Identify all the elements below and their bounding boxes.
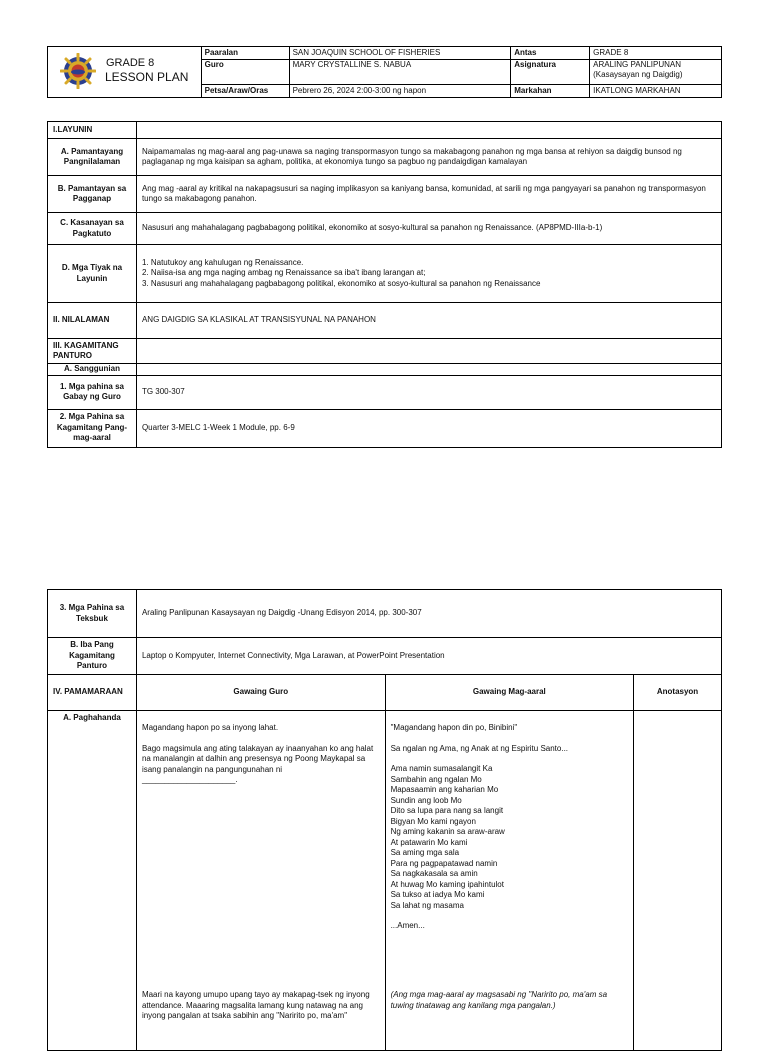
- ma-attendance-note: (Ang mga mag-aaral ay magsasabi ng "Naririto po, ma'am sa tuwing tinatawag ang kanilang mga pangalan.): [390, 990, 608, 1010]
- label-asignatura: Asignatura: [511, 60, 590, 85]
- label-markahan: Markahan: [511, 84, 590, 97]
- label-guro: Guro: [201, 60, 289, 85]
- ma-amen: ...Amen...: [390, 921, 425, 930]
- lesson-plan-title: LESSON PLAN: [105, 70, 189, 84]
- value-asignatura: [590, 60, 722, 85]
- text-gabay-ng-guro: TG 300-307: [136, 375, 721, 409]
- guro-attendance: Maari na kayong umupo upang tayo ay makapag-tsek ng inyong attendance. Maaaring magsalita lamang kung natawag na ang inyong pangalan at tsaka sabihin ang "Naririto po, ma'am": [141, 990, 370, 1020]
- label-pamantayan-pagganap: B. Pamantayan sa Pagganap: [48, 176, 137, 213]
- text-iba-pang-kagamitan: Laptop o Kompyuter, Internet Connectivity, Mga Larawan, at PowerPoint Presentation: [136, 638, 721, 675]
- label-paghahanda: A. Paghahanda: [48, 711, 137, 1051]
- col-anotasyon: Anotasyon: [634, 675, 722, 711]
- objectives-table: [47, 121, 722, 448]
- asignatura-line1: ARALING PANLIPUNAN: [593, 60, 682, 70]
- layunin-item: 1. Natutukoy ang kahulugan ng Renaissance.: [141, 257, 304, 267]
- ma-greeting: "Magandang hapon din po, Binibini": [390, 723, 518, 732]
- layunin-item: 3. Nasusuri ang mahahalagang pagbabagong politikal, ekonomiko at sosyo-kultural sa panahon ng Renaissance: [141, 278, 541, 288]
- layunin-empty: [136, 122, 721, 139]
- value-markahan: IKATLONG MARKAHAN: [590, 84, 722, 97]
- label-kasanayan: C. Kasanayan sa Pagkatuto: [48, 213, 137, 245]
- header-table: [47, 46, 722, 98]
- label-sanggunian: A. Sanggunian: [48, 364, 137, 376]
- col-gawaing-guro: Gawaing Guro: [136, 675, 385, 711]
- grade-heading: GRADE 8: [106, 57, 155, 69]
- label-gabay-ng-guro: 1. Mga pahina sa Gabay ng Guro: [48, 375, 137, 409]
- label-teksbuk: 3. Mga Pahina sa Teksbuk: [48, 590, 137, 638]
- value-antas: GRADE 8: [590, 47, 722, 60]
- procedure-table: [47, 589, 722, 1051]
- text-nilalaman: ANG DAIGDIG SA KLASIKAL AT TRANSISYUNAL NA PANAHON: [136, 303, 721, 339]
- kagamitan-empty: [136, 339, 721, 364]
- label-paaralan: Paaralan: [201, 47, 289, 60]
- logo-cell: [48, 47, 202, 98]
- value-paaralan: SAN JOAQUIN SCHOOL OF FISHERIES: [289, 47, 511, 60]
- school-seal-icon: [60, 53, 96, 89]
- label-tiyak-na-layunin: D. Mga Tiyak na Layunin: [48, 245, 137, 303]
- layunin-item: 2. Naiisa-isa ang mga naging ambag ng Renaissance sa iba't ibang larangan at;: [141, 268, 426, 278]
- guro-prayer-invite: Bago magsimula ang ating talakayan ay inaanyahan ko ang halat na manalangin at dalhin ang presensya ng Poong Maykapal sa isang panalangin na pangungunahan ni _____________________.: [141, 743, 374, 784]
- text-kasanayan: Nasusuri ang mahahalagang pagbabagong politikal, ekonomiko at sosyo-kultural sa panahon ng Renaissance. (AP8PMD-IIIa-b-1): [136, 213, 721, 245]
- label-nilalaman: II. NILALAMAN: [48, 303, 137, 339]
- anotasyon-cell: [634, 711, 722, 1051]
- ma-sign-of-cross: Sa ngalan ng Ama, ng Anak at ng Espiritu Santo...: [390, 743, 569, 753]
- text-pamantayang-pangnilalaman: Naipamamalas ng mag-aaral ang pag-unawa sa naging transpormasyon tungo sa makabagong panahon ng mga bansa at rehiyon sa daigdig bunsod ng paglaganap ng mga kaisipan sa agham, politika, at ekonomiya tungo sa pagbuo ng pandaigdigan kamalayan: [136, 139, 721, 176]
- guro-activities: [136, 711, 385, 1051]
- list-tiyak-na-layunin: [136, 245, 721, 303]
- text-kagamitang-mag-aaral: Quarter 3-MELC 1-Week 1 Module, pp. 6-9: [136, 409, 721, 447]
- value-petsa: Pebrero 26, 2024 2:00-3:00 ng hapon: [289, 84, 511, 97]
- label-petsa: Petsa/Araw/Oras: [201, 84, 289, 97]
- text-teksbuk: Araling Panlipunan Kasaysayan ng Daigdig -Unang Edisyon 2014, pp. 300-307: [136, 590, 721, 638]
- guro-greeting: Magandang hapon po sa inyong lahat.: [141, 723, 279, 732]
- col-gawaing-mag-aaral: Gawaing Mag-aaral: [385, 675, 634, 711]
- sanggunian-empty: [136, 364, 721, 376]
- label-antas: Antas: [511, 47, 590, 60]
- label-kagamitang-panturo: III. KAGAMITANG PANTURO: [48, 339, 137, 364]
- label-pamamaraan: IV. PAMAMARAAN: [48, 675, 137, 711]
- label-iba-pang-kagamitan: B. Iba Pang Kagamitang Panturo: [48, 638, 137, 675]
- ma-prayer: Ama namin sumasalangit Ka Sambahin ang ngalan Mo Mapasaamin ang kaharian Mo Sundin ang loob Mo Dito sa lupa para nang sa langit Bigyan Mo kami ngayon Ng aming kakanin sa araw-araw At patawarin Mo kami Sa aming mga sala Para ng pagpapatawad namin Sa nagkakasala sa amin At huwag Mo kaming ipahintulot Sa tukso at iadya Mo kami Sa lahat ng masama: [390, 764, 505, 910]
- asignatura-line2: (Kasaysayan ng Daigdig): [593, 70, 683, 80]
- mag-aaral-activities: [385, 711, 634, 1051]
- layunin-heading: I.LAYUNIN: [48, 122, 137, 139]
- label-kagamitang-mag-aaral: 2. Mga Pahina sa Kagamitang Pang-mag-aaral: [48, 409, 137, 447]
- text-pamantayan-pagganap: Ang mag -aaral ay kritikal na nakapagsusuri sa naging implikasyon sa kaniyang bansa, komunidad, at sarili ng mga pangyayari sa panahon ng transpormasyon tungo sa makabagong panahon.: [136, 176, 721, 213]
- value-guro: MARY CRYSTALLINE S. NABUA: [289, 60, 511, 85]
- label-pamantayang-pangnilalaman: A. Pamantayang Pangnilalaman: [48, 139, 137, 176]
